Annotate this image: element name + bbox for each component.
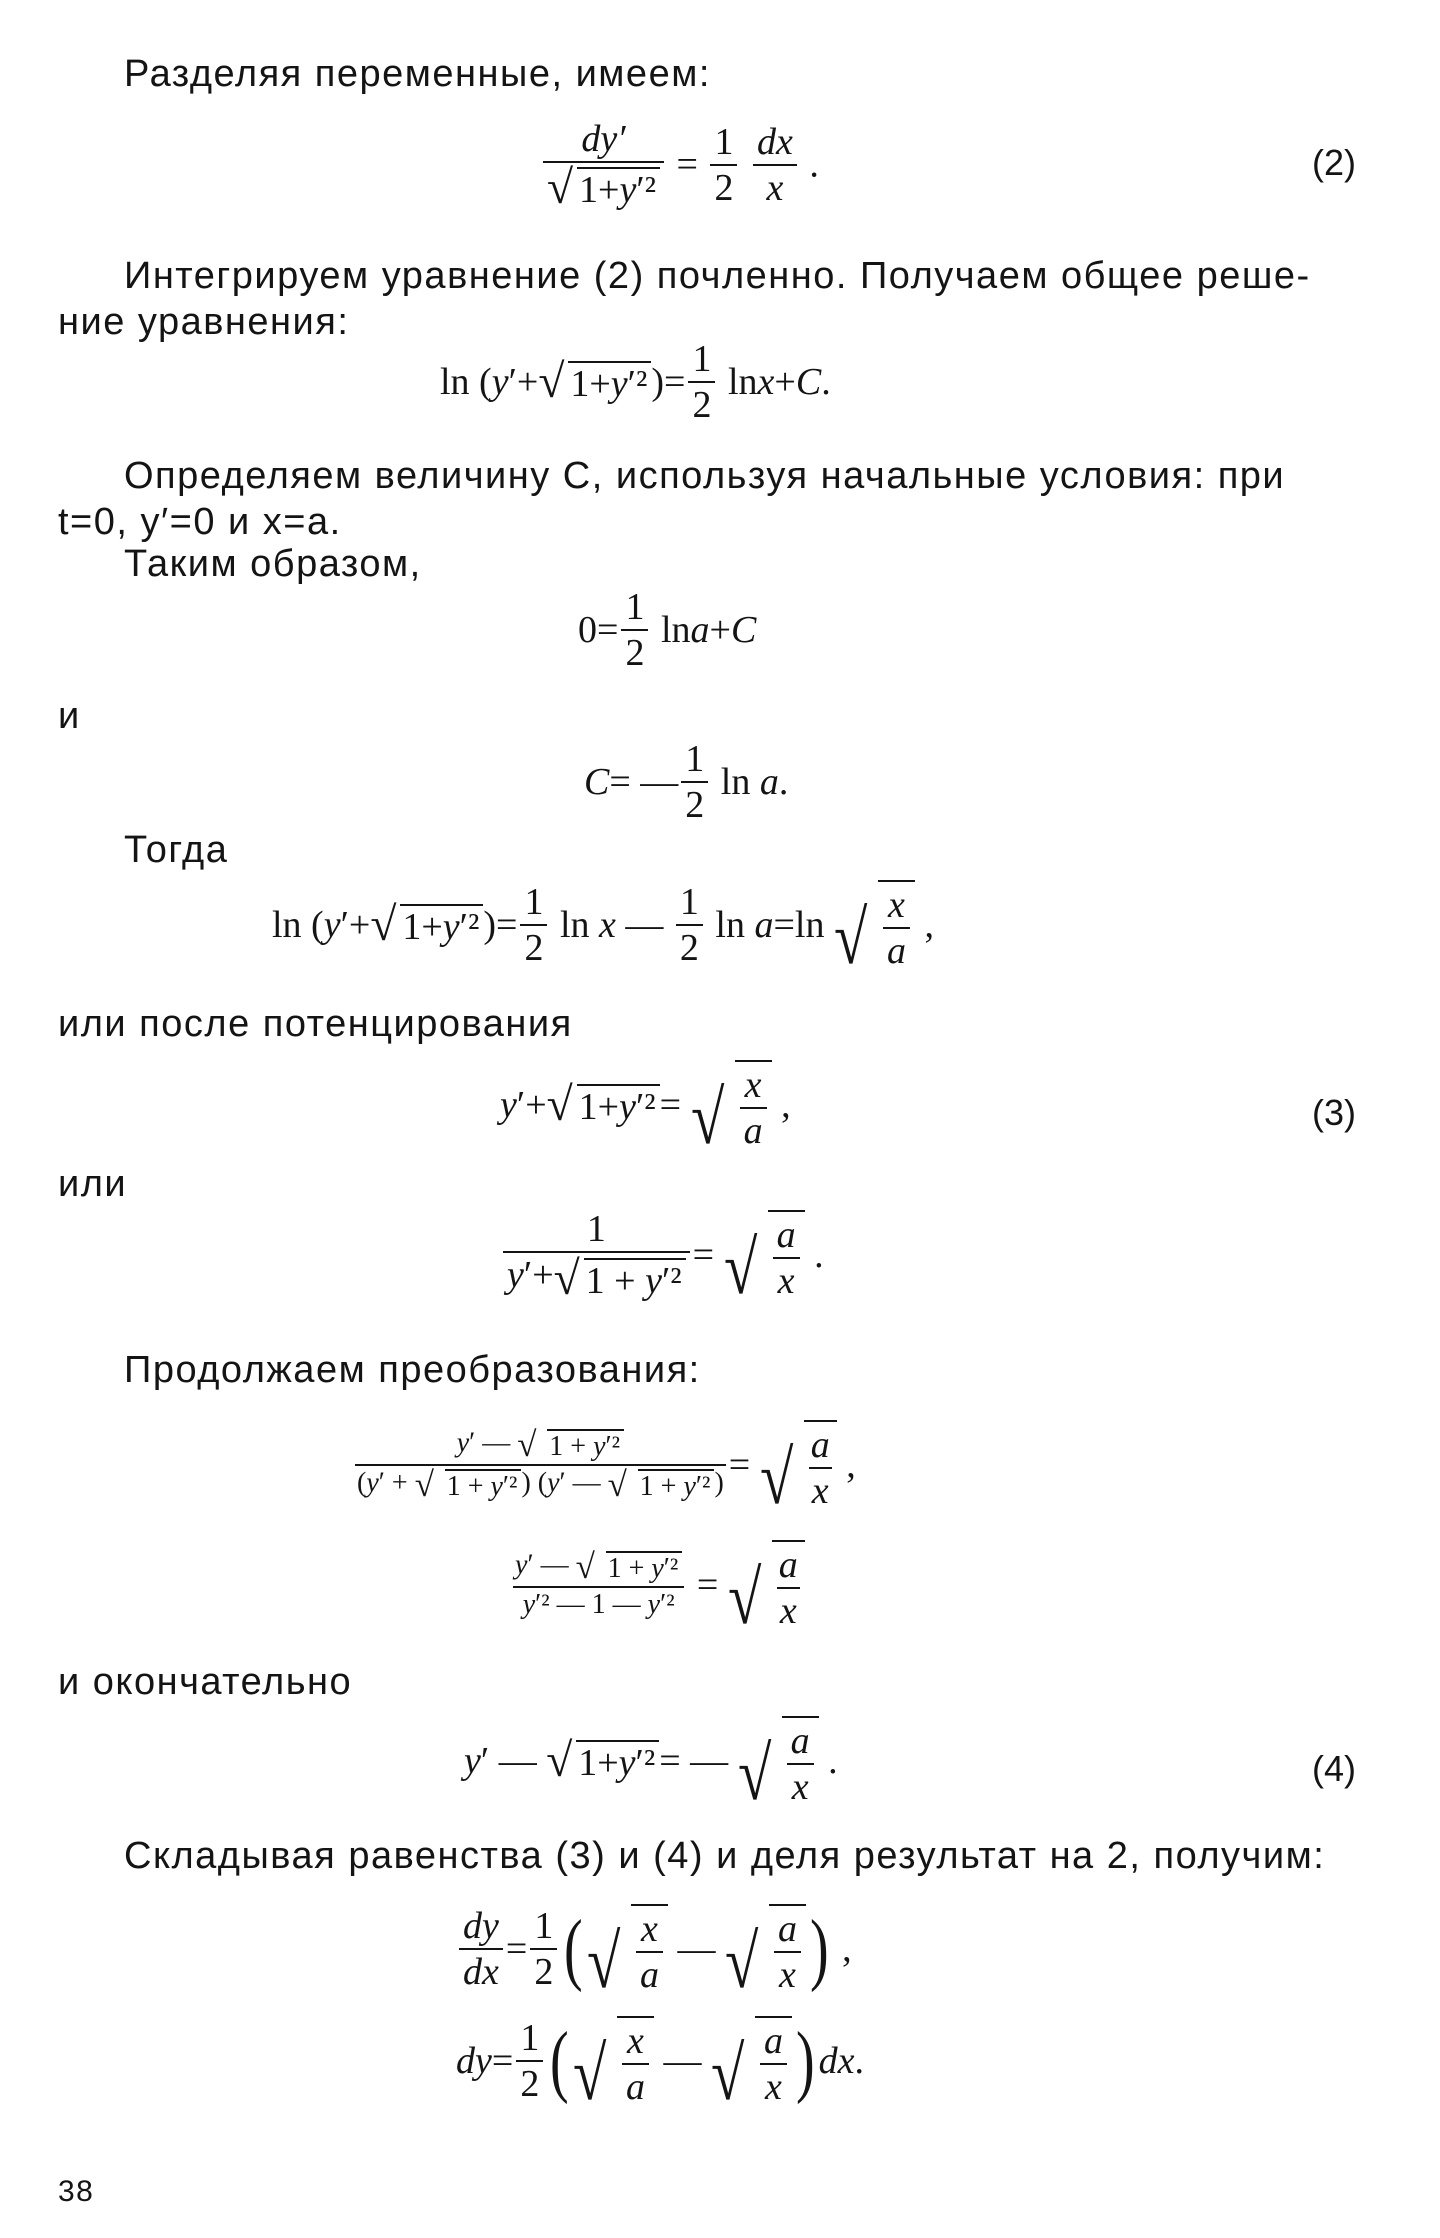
equation-general-solution: ln (y′+ √ 1+y′² )= $\frac{1}{2}$ lnx+C. <box>440 338 831 426</box>
equation-number-4: (4) <box>1312 1748 1356 1789</box>
equation-rationalize-1: y′ — √ 1 + y′² (y′ + √ 1 + y′² ) (y′ — √ 1 + y′² ) = √ $\frac{a}{x}$ , <box>352 1420 856 1510</box>
paragraph-integrate-line1: Интегрируем уравнение (2) почленно. Получаем общее реше- <box>124 255 1311 297</box>
page-number: 38 <box>58 2175 95 2208</box>
paragraph-then: Тогда <box>124 829 229 871</box>
paragraph-separating-variables: Разделяя переменные, имеем: <box>124 53 711 95</box>
paragraph-or-1: или <box>58 1163 128 1205</box>
equation-differential: dy= $\frac{1}{2}$ ( √ $\frac{x}{a}$ — √ $\frac{a}{x}$ ) dx. <box>456 2017 864 2116</box>
paragraph-determine-c-line2: t=0, y′=0 и x=a. <box>58 501 342 543</box>
equation-number-3: (3) <box>1312 1092 1356 1133</box>
paragraph-finally: и окончательно <box>58 1661 353 1703</box>
equation-constant-c: C= — $\frac{1}{2}$ ln a. <box>584 738 789 826</box>
equation-reciprocal: 1 y′+ √ 1 + y′² = √ $\frac{a}{x}$ . <box>500 1210 824 1300</box>
paragraph-continue-transform: Продолжаем преобразования: <box>124 1349 701 1391</box>
equation-derivative: $\frac{dy}{dx}$ = $\frac{1}{2}$ ( √ $\frac{x}{a}$ — √ $\frac{a}{x}$ ) , <box>456 1904 852 1994</box>
paragraph-after-potentiation: или после потенцирования <box>58 1003 573 1045</box>
equation-initial-condition: 0= $\frac{1}{2}$ lna+C <box>578 586 757 674</box>
equation-2: dy′ √ 1+y′² = $\frac{1}{2}$ $\frac{dx}{x}$ . <box>540 120 819 209</box>
equation-4: y′ — √ 1+y′² = — √ $\frac{a}{x}$ . <box>464 1716 838 1806</box>
equation-log-combination: ln (y′+ √ 1+y′² )= $\frac{1}{2}$ ln x — $\frac{1}{2}$ ln a=ln √ $\frac{x}{a}$ , <box>272 881 934 980</box>
equation-number-2: (2) <box>1312 142 1356 183</box>
paragraph-thus: Таким образом, <box>124 543 422 585</box>
equation-3: y′+ √ 1+y′² = √ $\frac{x}{a}$ , <box>500 1060 791 1150</box>
paragraph-adding-equalities: Складывая равенства (3) и (4) и деля результат на 2, получим: <box>124 1835 1326 1877</box>
paragraph-integrate-line2: ние уравнения: <box>58 301 350 343</box>
equation-rationalize-2: y′ — √ 1 + y′² y′² — 1 — y′² = √ $\frac{a}{x}$ <box>510 1540 805 1630</box>
paragraph-determine-c-line1: Определяем величину C, используя начальные условия: при <box>124 455 1286 497</box>
paragraph-and-1: и <box>58 695 81 737</box>
